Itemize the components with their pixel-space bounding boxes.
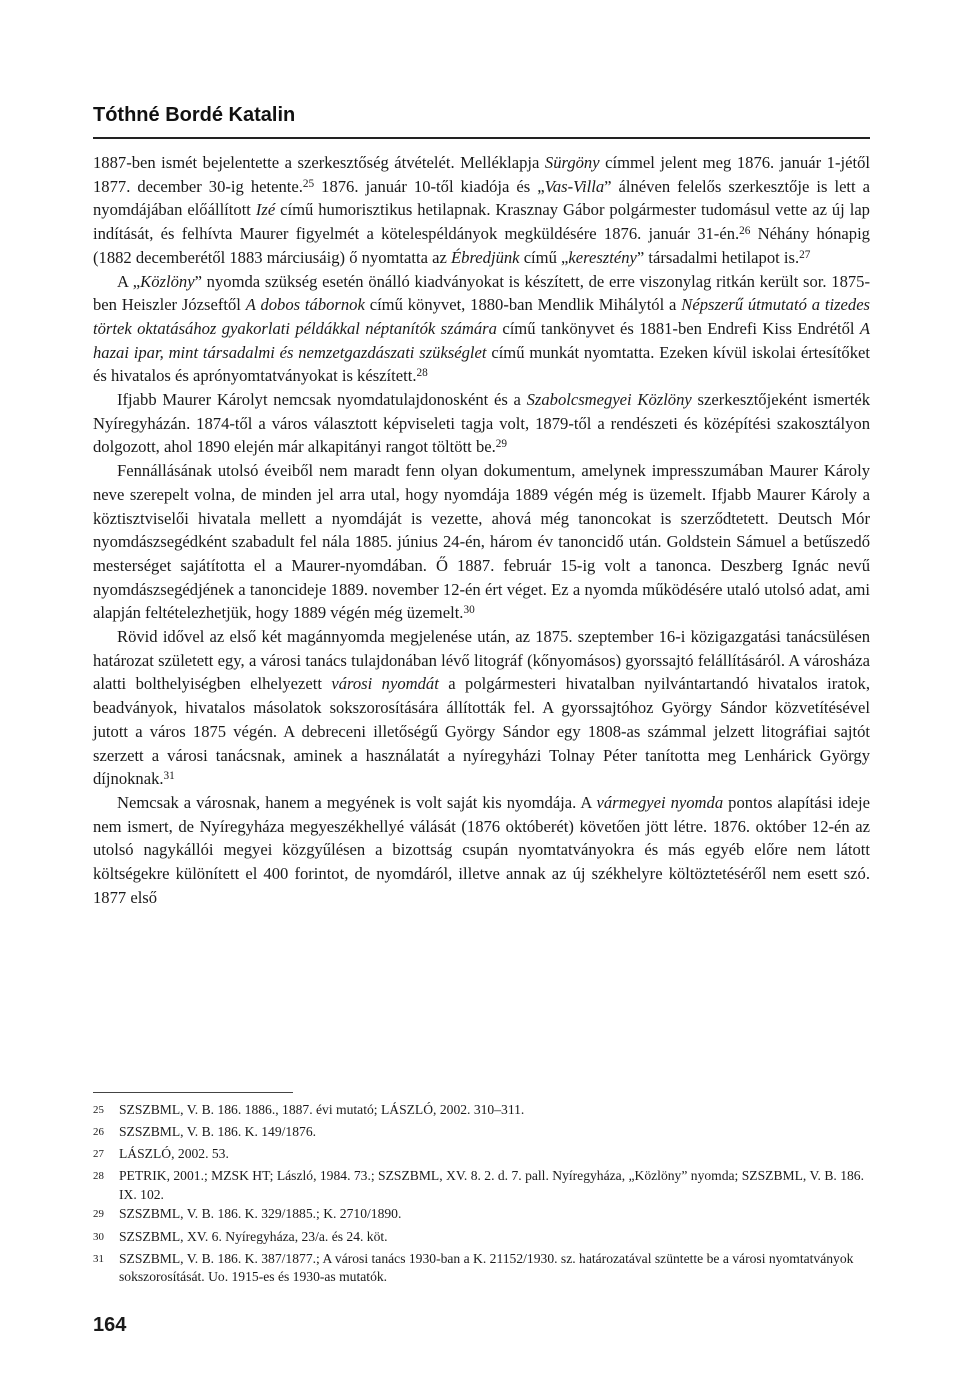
text-run: pontos alapítási ideje nem ismert, de Nyíregyháza megyeszékhellyé válását (1876 októberét) követően jött létre. 1876. október 12-én az utolsó nagykállói megyei közgyűlésen a bizottság csupán nyomtatványokra és más egyéb előre nem látott költségekre különített el 400 forintot, de nyomdáról, illetve annak az új székhelyre költöztetéséről nem esett szó. 1877 első [93, 792, 870, 907]
footnote-ref: 31 [163, 770, 175, 783]
italic-title: Népszerű útmutató a tizedes törtek oktatásához gyakorlati példákkal néptanítók számára [93, 295, 871, 338]
footnote [93, 1205, 870, 1226]
footnote-rule [93, 1092, 293, 1093]
italic-title: Izé [255, 200, 276, 220]
footnote-ref: 29 [495, 438, 508, 451]
footnote-number-label: 28 [93, 1170, 104, 1183]
italic-title: Közlöny [140, 271, 195, 291]
text-run: A „ [117, 271, 141, 291]
header-rule [93, 137, 870, 139]
paragraph [93, 459, 870, 625]
footnote-ref: 26 [739, 225, 751, 238]
footnote-text: SZSZBML, V. B. 186. K. 149/1876. [119, 1124, 317, 1140]
text-run: Néhány hónapig (1882 decemberétől 1883 márciusáig) ő nyomtatta az [93, 224, 870, 267]
paragraph [93, 151, 870, 270]
italic-title: keresztény [568, 247, 637, 267]
footnote-number [93, 1123, 119, 1144]
italic-title: Szabolcsmegyei Közlöny [526, 390, 692, 410]
text-run: ” álnéven felelős szerkesztője is lett a nyomdájában előállított [93, 176, 871, 220]
footnotes [93, 1101, 870, 1288]
footnote-text: SZSZBML, V. B. 186. 1886., 1887. évi mutató; LÁSZLÓ, 2002. 310–311. [119, 1102, 525, 1117]
footnote-text: SZSZBML, V. B. 186. K. 329/1885.; K. 2710/1890. [119, 1206, 402, 1222]
text-run: ” társadalmi hetilapot is. [636, 247, 800, 267]
text-run: 1887-ben ismét bejelentette a szerkesztőség átvételét. Melléklapja [93, 153, 545, 172]
footnote-number [93, 1167, 119, 1204]
paragraph [93, 270, 870, 389]
italic-title: A dobos tábornok [245, 295, 365, 315]
page-number: 164 [93, 1314, 127, 1336]
footnote-text: LÁSZLÓ, 2002. 53. [119, 1146, 229, 1162]
text-run: Nemcsak a városnak, hanem a megyének is volt saját kis nyomdája. A [117, 792, 597, 812]
italic-title: vármegyei nyomda [596, 792, 724, 812]
text-run: szerkesztőjeként ismerték Nyíregyházán. 1874-től a város választott képviseleti tagja volt, 1879-től a rendészeti és középítési szakosztályon dolgozott, ahol 1890 elején már alkapitányi rangot töltött be. [93, 390, 871, 457]
paragraph [93, 791, 870, 910]
footnote-ref: 25 [302, 177, 315, 190]
footnote-number-label: 29 [93, 1208, 104, 1221]
running-header-author: Tóthné Bordé Katalin [93, 104, 296, 126]
text-run: című „ [519, 247, 569, 267]
footnote-number [93, 1145, 119, 1166]
footnote-number [93, 1228, 119, 1249]
text-run: című tankönyvet és 1881-ben Endrefi Kiss Endrétől [496, 318, 860, 338]
footnote-text: PETRIK, 2001.; MZSK HT; László, 1984. 73.; SZSZBML, XV. 8. 2. d. 7. pall. Nyíregyháza, „Közlöny” nyomda; SZSZBML, V. B. 186. IX. 102. [119, 1168, 864, 1202]
text-run: Rövid idővel az első két magánnyomda megjelenése után, az 1875. szeptember 16-i közigazgatási tanácsülésen határozat született egy, a városi tanács tulajdonában lévő litográf (kőnyomásos) gyorssajtó felállításáról. A városháza alatti bolthelyiségben elhelyezett [93, 627, 870, 694]
text-run: című könyvet, 1880-ban Mendlik Mihálytól a [364, 295, 682, 315]
body-text [93, 151, 870, 910]
footnote-number-label: 30 [93, 1230, 104, 1243]
text-run: 1876. január 10-től kiadója és „ [314, 176, 545, 196]
footnote-ref: 28 [416, 367, 428, 380]
italic-title: Ébredjünk [451, 247, 520, 267]
footnote [93, 1145, 870, 1166]
text-run: a polgármesteri hivatalban nyilvántartandó hivatalos iratok, beadványok, hivatalos másolatok sokszorosítására állították fel. A gyorssajtóhoz György Sándor közvetítésével jutott a város 1875 végén. A debreceni illetőségű György Sándor egy 1808-as számmal jelzett litográfiai sajtót szerzett a városi tanácsnak, aminek a használatát a nyíregyházi Tolnay Péter tanította meg Lenhárick György díjnoknak. [93, 674, 870, 789]
footnote [93, 1167, 870, 1204]
footnote [93, 1101, 870, 1122]
footnote-number-label: 27 [93, 1148, 104, 1161]
footnote-number [93, 1101, 119, 1122]
text-run: című humorisztikus hetilapnak. Krasznay Gábor polgármester tudomásul vette az új lap indítását, és felhívta Maurer figyelmét a kötelespéldányok megküldésére 1876. január 31-én. [93, 200, 870, 244]
footnote-number [93, 1205, 119, 1226]
text-run: Ifjabb Maurer Károlyt nemcsak nyomdatulajdonosként és a [117, 390, 527, 410]
footnote-ref: 30 [463, 604, 475, 617]
footnote-number-label: 31 [93, 1252, 104, 1265]
footnote-number-label: 25 [93, 1104, 104, 1116]
footnote-number-label: 26 [93, 1126, 104, 1139]
footnote-number [93, 1250, 119, 1287]
footnote [93, 1123, 870, 1144]
text-run: ” nyomda szükség esetén önálló kiadványokat is készített, de erre viszonylag ritkán került sor. 1875-ben Heiszler Józseftől [93, 271, 870, 315]
paragraph [93, 625, 870, 791]
footnote-text: SZSZBML, V. B. 186. K. 387/1877.; A városi tanács 1930-ban a K. 21152/1930. sz. határozatával szüntette be a városi nyomtatványok sokszorosítását. Uo. 1915-es és 1930-as mutatók. [119, 1250, 854, 1285]
italic-title: A hazai ipar, mint társadalmi és nemzetgazdászati szükséglet [93, 318, 870, 362]
footnote-ref: 27 [799, 248, 811, 261]
footnote-text: SZSZBML, XV. 6. Nyíregyháza, 23/a. és 24. köt. [119, 1228, 388, 1244]
italic-title: Vas-Villa [544, 176, 605, 196]
footnote [93, 1250, 870, 1287]
paragraph [93, 388, 870, 459]
text-run: című munkát nyomtatta. Ezeken kívül iskolai értesítőket és hivatalos és aprónyomtatványokat is készített. [93, 342, 870, 386]
italic-title: városi nyomdát [331, 674, 439, 694]
footnote [93, 1228, 870, 1249]
text-run: Fennállásának utolsó éveiből nem maradt fenn olyan dokumentum, amelynek impresszumában Maurer Károly neve szerepelt volna, de minden jel arra utal, hogy nyomdája 1889 végén még is üzemelt. Ifjabb Maurer Károly a köztisztviselői hivatala mellett a nyomdáját is vezette, ahová még tanoncokat is szerződtetett. Deutsch Mór nyomdászsegédként szabadult fel nála 1885. június 24-én, három év tanoncidő után. Goldstein Sámuel a betűszedő mesterséget sajátította el a Maurer-nyomdában. Ő 1887. február 15-ig volt a tanonca. Deszberg Ignác nevű nyomdászsegédjének a tanoncideje 1889. november 12-én ért véget. Ez a nyomda működésére utaló utolsó adat, ami alapján feltételezhetjük, hogy 1889 végén még üzemelt. [93, 461, 870, 623]
text-run: címmel jelent meg 1876. január 1-jétől 1877. december 30-ig hetente. [93, 153, 870, 196]
italic-title: Sürgöny [544, 153, 600, 172]
